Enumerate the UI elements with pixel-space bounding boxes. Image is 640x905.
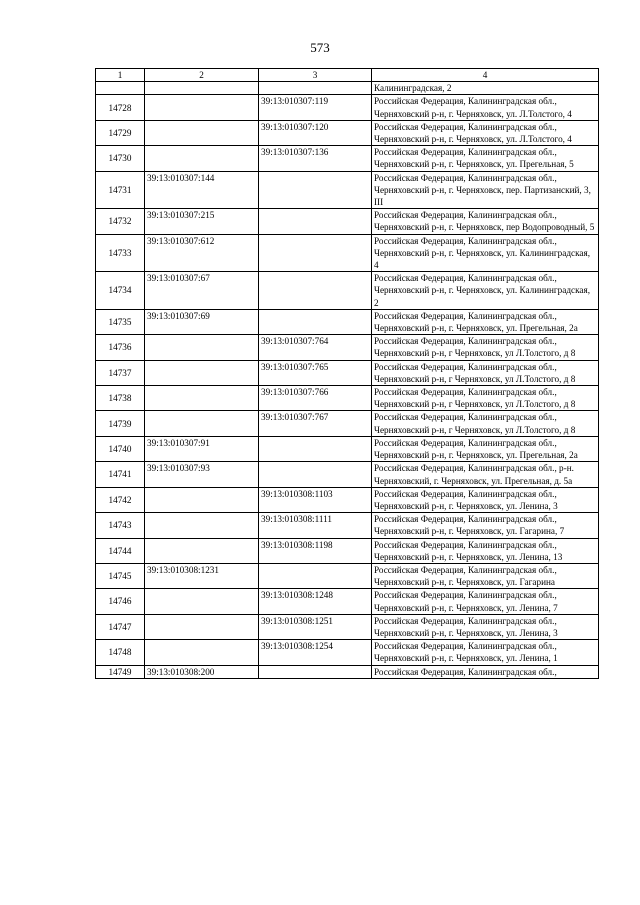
cadastral-number-cell: 39:13:010308:1254 xyxy=(259,640,372,665)
page-number: 573 xyxy=(310,40,330,55)
table-header-row xyxy=(96,69,599,82)
cadastral-number-cell: 39:13:010307:93 xyxy=(145,462,259,487)
table-row xyxy=(96,120,599,145)
row-number-cell: 14744 xyxy=(96,538,145,563)
table-row xyxy=(96,538,599,563)
table-row xyxy=(96,665,599,678)
cadastral-number-cell xyxy=(145,513,259,538)
address-cell: Российская Федерация, Калининградская обл., Черняховский р-н, г. Черняховск, ул. Калининградская, 2 xyxy=(372,272,599,310)
row-number-cell: 14749 xyxy=(96,665,145,678)
table-row xyxy=(96,614,599,639)
cadastral-number-cell xyxy=(259,171,372,209)
row-number-cell: 14734 xyxy=(96,272,145,310)
cadastral-number-cell xyxy=(259,462,372,487)
continuation-row xyxy=(96,82,599,95)
cadastral-number-cell xyxy=(259,563,372,588)
cadastral-number-cell xyxy=(259,82,372,95)
address-cell: Российская Федерация, Калининградская обл., Черняховский р-н, г. Черняховск, ул. Ленина, 13 xyxy=(372,538,599,563)
table-row xyxy=(96,95,599,120)
row-number-cell: 14740 xyxy=(96,436,145,461)
row-number-cell: 14741 xyxy=(96,462,145,487)
cadastral-number-cell: 39:13:010307:765 xyxy=(259,360,372,385)
cadastral-number-cell xyxy=(145,538,259,563)
cadastral-number-cell: 39:13:010308:1231 xyxy=(145,563,259,588)
cadastral-number-cell: 39:13:010307:767 xyxy=(259,411,372,436)
address-cell: Российская Федерация, Калининградская обл., Черняховский р-н, г. Черняховск, ул. Ленина, 7 xyxy=(372,589,599,614)
cadastral-number-cell: 39:13:010307:766 xyxy=(259,386,372,411)
address-cell: Российская Федерация, Калининградская обл., Черняховский р-н, г. Черняховск, ул. Л.Толстого, 4 xyxy=(372,95,599,120)
column-header-2: 2 xyxy=(145,69,259,82)
cadastral-number-cell: 39:13:010308:1111 xyxy=(259,513,372,538)
row-number-cell: 14735 xyxy=(96,309,145,334)
cadastral-number-cell xyxy=(145,386,259,411)
cadastral-number-cell: 39:13:010308:200 xyxy=(145,665,259,678)
table-row xyxy=(96,360,599,385)
cadastral-number-cell: 39:13:010308:1251 xyxy=(259,614,372,639)
row-number-cell: 14745 xyxy=(96,563,145,588)
cadastral-number-cell xyxy=(145,335,259,360)
address-cell: Российская Федерация, Калининградская обл., Черняховский р-н, г. Черняховск, ул. Ленина, 3 xyxy=(372,487,599,512)
table-row xyxy=(96,209,599,234)
row-number-cell: 14747 xyxy=(96,614,145,639)
table-row xyxy=(96,487,599,512)
address-cell: Российская Федерация, Калининградская обл., Черняховский р-н, г. Черняховск, ул. Прегельная, 2а xyxy=(372,436,599,461)
cadastral-number-cell: 39:13:010307:120 xyxy=(259,120,372,145)
address-cell: Российская Федерация, Калининградская обл., Черняховский р-н, г. Черняховск, ул. Гагарина xyxy=(372,563,599,588)
table-row xyxy=(96,386,599,411)
address-cell: Российская Федерация, Калининградская обл., Черняховский р-н, г Черняховск, ул Л.Толстого, д 8 xyxy=(372,335,599,360)
cadastral-number-cell: 39:13:010307:612 xyxy=(145,234,259,272)
address-cell: Российская Федерация, Калининградская обл., Черняховский р-н, г. Черняховск, ул. Ленина, 1 xyxy=(372,640,599,665)
table-row xyxy=(96,513,599,538)
cadastral-number-cell xyxy=(259,234,372,272)
column-header-3: 3 xyxy=(259,69,372,82)
cadastral-number-cell xyxy=(145,487,259,512)
registry-table xyxy=(95,68,599,679)
cadastral-number-cell: 39:13:010308:1248 xyxy=(259,589,372,614)
row-number-cell: 14733 xyxy=(96,234,145,272)
row-number-cell: 14732 xyxy=(96,209,145,234)
cadastral-number-cell: 39:13:010308:1103 xyxy=(259,487,372,512)
row-number-cell: 14728 xyxy=(96,95,145,120)
address-cell: Российская Федерация, Калининградская обл., Черняховский р-н, г. Черняховск, ул. Прегельная, 5 xyxy=(372,146,599,171)
cadastral-number-cell: 39:13:010307:215 xyxy=(145,209,259,234)
row-number-cell: 14746 xyxy=(96,589,145,614)
row-number-cell: 14730 xyxy=(96,146,145,171)
cadastral-number-cell xyxy=(145,146,259,171)
row-number-cell: 14736 xyxy=(96,335,145,360)
row-number-cell: 14748 xyxy=(96,640,145,665)
row-number-cell: 14738 xyxy=(96,386,145,411)
table-row xyxy=(96,563,599,588)
cadastral-number-cell xyxy=(145,614,259,639)
row-number-cell: 14739 xyxy=(96,411,145,436)
address-cell: Российская Федерация, Калининградская обл., Черняховский р-н, г. Черняховск, ул. Прегельная, 2а xyxy=(372,309,599,334)
row-number-cell: 14737 xyxy=(96,360,145,385)
cadastral-number-cell xyxy=(259,436,372,461)
row-number-cell: 14742 xyxy=(96,487,145,512)
cadastral-number-cell xyxy=(145,589,259,614)
row-number-cell xyxy=(96,82,145,95)
address-cell: Российская Федерация, Калининградская обл., Черняховский р-н, г. Черняховск, пер Водопроводный, 5 xyxy=(372,209,599,234)
cadastral-number-cell xyxy=(145,120,259,145)
cadastral-number-cell: 39:13:010307:69 xyxy=(145,309,259,334)
registry-table-body xyxy=(96,69,599,679)
cadastral-number-cell: 39:13:010307:136 xyxy=(259,146,372,171)
table-row xyxy=(96,640,599,665)
address-cell: Российская Федерация, Калининградская обл., Черняховский р-н, г. Черняховск, ул. Ленина, 3 xyxy=(372,614,599,639)
table-row xyxy=(96,146,599,171)
address-cell: Российская Федерация, Калининградская обл., xyxy=(372,665,599,678)
cadastral-number-cell xyxy=(259,272,372,310)
cadastral-number-cell: 39:13:010307:119 xyxy=(259,95,372,120)
table-row xyxy=(96,335,599,360)
column-header-4: 4 xyxy=(372,69,599,82)
table-row xyxy=(96,589,599,614)
cadastral-number-cell xyxy=(145,411,259,436)
table-row xyxy=(96,309,599,334)
table-row xyxy=(96,234,599,272)
row-number-cell: 14743 xyxy=(96,513,145,538)
cadastral-number-cell: 39:13:010307:764 xyxy=(259,335,372,360)
column-header-1: 1 xyxy=(96,69,145,82)
address-cell: Российская Федерация, Калининградская обл., Черняховский р-н, г. Черняховск, ул. Калининградская, 4 xyxy=(372,234,599,272)
address-cell: Российская Федерация, Калининградская обл., Черняховский р-н, г. Черняховск, ул. Л.Толстого, 4 xyxy=(372,120,599,145)
table-row xyxy=(96,411,599,436)
row-number-cell: 14729 xyxy=(96,120,145,145)
cadastral-number-cell xyxy=(145,95,259,120)
address-cell: Российская Федерация, Калининградская обл., Черняховский р-н, г. Черняховск, ул. Гагарина, 7 xyxy=(372,513,599,538)
address-cell: Российская Федерация, Калининградская обл., Черняховский р-н, г Черняховск, ул Л.Толстого, д 8 xyxy=(372,411,599,436)
cadastral-number-cell: 39:13:010307:144 xyxy=(145,171,259,209)
cadastral-number-cell xyxy=(145,82,259,95)
table-row xyxy=(96,272,599,310)
table-row xyxy=(96,436,599,461)
row-number-cell: 14731 xyxy=(96,171,145,209)
cadastral-number-cell: 39:13:010307:91 xyxy=(145,436,259,461)
table-row xyxy=(96,171,599,209)
cadastral-number-cell xyxy=(259,665,372,678)
cadastral-number-cell xyxy=(145,640,259,665)
cadastral-number-cell: 39:13:010307:67 xyxy=(145,272,259,310)
address-cell: Российская Федерация, Калининградская обл., р-н. Черняховский, г. Черняховск, ул. Прегельная, д. 5а xyxy=(372,462,599,487)
cadastral-number-cell xyxy=(259,209,372,234)
cadastral-number-cell xyxy=(259,309,372,334)
cadastral-number-cell: 39:13:010308:1198 xyxy=(259,538,372,563)
address-cell: Российская Федерация, Калининградская обл., Черняховский р-н, г Черняховск, ул Л.Толстого, д 8 xyxy=(372,360,599,385)
address-cell: Калининградская, 2 xyxy=(372,82,599,95)
address-cell: Российская Федерация, Калининградская обл., Черняховский р-н, г Черняховск, ул Л.Толстого, д 8 xyxy=(372,386,599,411)
cadastral-number-cell xyxy=(145,360,259,385)
address-cell: Российская Федерация, Калининградская обл., Черняховский р-н, г. Черняховск, пер. Партизанский, 3, III xyxy=(372,171,599,209)
table-row xyxy=(96,462,599,487)
